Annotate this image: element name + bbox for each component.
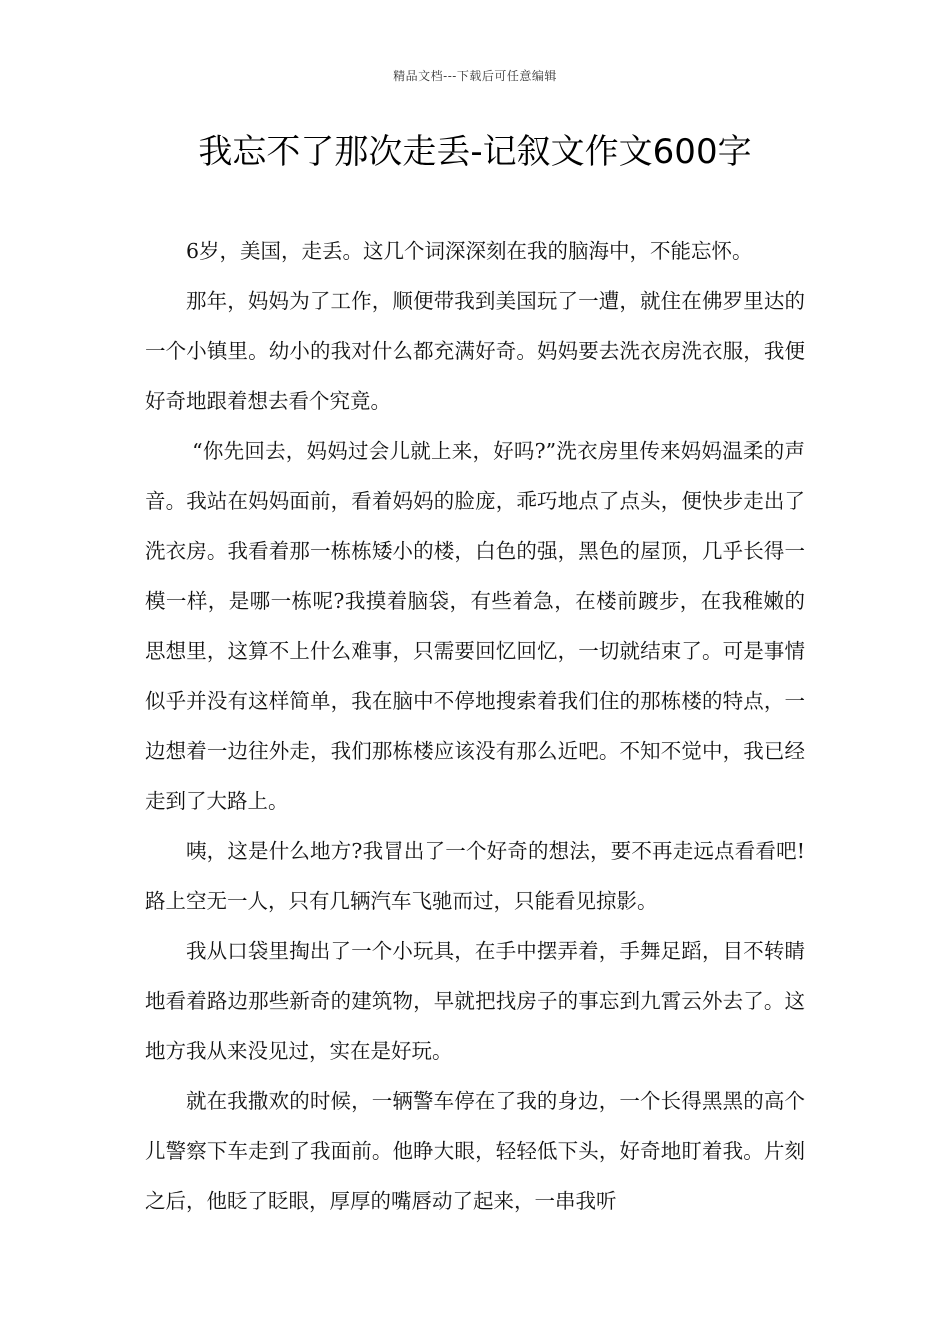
paragraph-1: 6岁，美国，走丢。这几个词深深刻在我的脑海中，不能忘怀。 xyxy=(186,239,753,263)
paragraph-5: 我从口袋里掏出了一个小玩具，在手中摆弄着，手舞足蹈，目不转睛地看着路边那些新奇的建筑物，早就把找房子的事忘到九霄云外去了。这地方我从来没见过，实在是好玩。 xyxy=(145,939,805,1063)
header-note: 精品文档---下载后可任意编辑 xyxy=(393,69,557,83)
essay-body xyxy=(145,226,805,1226)
paragraph-2: 那年，妈妈为了工作，顺便带我到美国玩了一遭，就住在佛罗里达的一个小镇里。幼小的我对什么都充满好奇。妈妈要去洗衣房洗衣服，我便好奇地跟着想去看个究竟。 xyxy=(145,289,805,413)
paragraph-4: 咦，这是什么地方?我冒出了一个好奇的想法，要不再走远点看看吧!路上空无一人，只有几辆汽车飞驰而过，只能看见掠影。 xyxy=(145,839,805,913)
paragraph-6: 就在我撒欢的时候，一辆警车停在了我的身边，一个长得黑黑的高个儿警察下车走到了我面前。他睁大眼，轻轻低下头，好奇地盯着我。片刻之后，他眨了眨眼，厚厚的嘴唇动了起来，一串我听 xyxy=(145,1089,805,1213)
page-title: 我忘不了那次走丢-记叙文作文600字 xyxy=(198,132,752,172)
paragraph-3: “你先回去，妈妈过会儿就上来，好吗?”洗衣房里传来妈妈温柔的声音。我站在妈妈面前，看着妈妈的脸庞，乖巧地点了点头，便快步走出了洗衣房。我看着那一栋栋矮小的楼，白色的强，黑色的屋顶，几乎长得一模一样，是哪一栋呢?我摸着脑袋，有些着急，在楼前踱步，在我稚嫩的思想里，这算不上什么难事，只需要回忆回忆，一切就结束了。可是事情似乎并没有这样简单，我在脑中不停地搜索着我们住的那栋楼的特点，一边想着一边往外走，我们那栋楼应该没有那么近吧。不知不觉中，我已经走到了大路上。 xyxy=(145,439,805,813)
